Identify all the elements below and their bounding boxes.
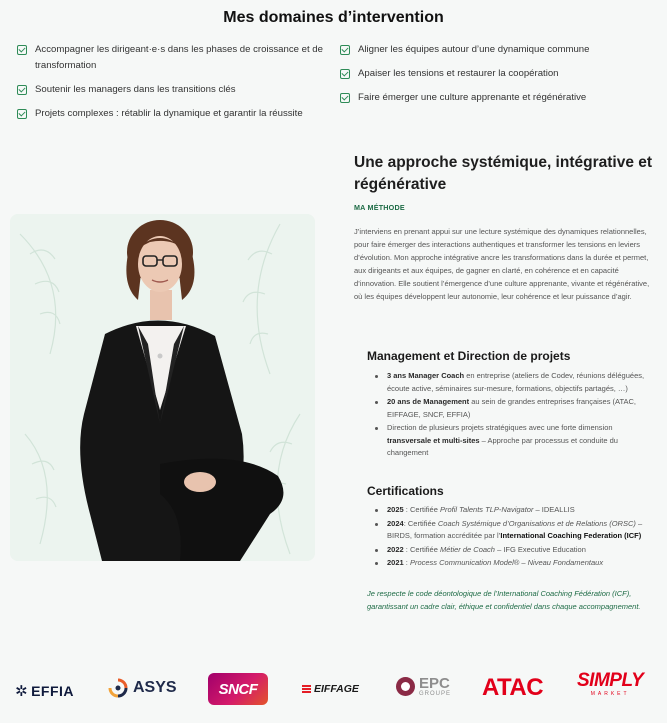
star-icon: ✲ bbox=[15, 683, 29, 700]
domain-item bbox=[338, 42, 658, 58]
epc-sub: GROUPE bbox=[419, 691, 452, 697]
check-square-icon bbox=[340, 69, 350, 79]
check-square-icon bbox=[17, 109, 27, 119]
domain-item bbox=[15, 82, 335, 98]
check-square-icon bbox=[17, 85, 27, 95]
cert-year: 2024 bbox=[387, 518, 404, 528]
cert-name: Métier de Coach bbox=[439, 544, 495, 554]
cert-rest: – IFG Executive Education bbox=[494, 544, 586, 554]
cert-sep: : bbox=[403, 558, 410, 567]
list-item bbox=[373, 370, 658, 395]
epc-logo bbox=[396, 676, 451, 697]
certifications-list bbox=[373, 504, 658, 571]
domain-list-left bbox=[15, 42, 335, 130]
ethics-statement: Je respecte le code déontologique de l’International Coaching Fédération (ICF), garantissant un cadre clair, éthique et confidentiel dans chaque accompagnement. bbox=[367, 589, 641, 611]
cert-sep: : Certifiée bbox=[403, 505, 440, 514]
method-label: MA MÉTHODE bbox=[354, 203, 405, 212]
simply-main: SIMPLY bbox=[577, 670, 644, 691]
portrait-photo bbox=[10, 214, 315, 561]
asys-logo bbox=[108, 678, 177, 698]
client-logos bbox=[0, 668, 667, 714]
check-square-icon bbox=[340, 45, 350, 55]
item-text: au sein de grandes entreprises françaises (ATAC, EIFFAGE, SNCF, EFFIA) bbox=[387, 397, 637, 419]
eiffage-logo-text: EIFFAGE bbox=[314, 683, 359, 695]
sncf-logo bbox=[208, 673, 268, 705]
item-text: Direction de plusieurs projets stratégiques avec une forte dimension bbox=[387, 423, 613, 432]
list-item bbox=[373, 557, 658, 570]
item-text: en entreprise (ateliers de Codev, réunions déléguées, écoute active, séminaires sur-mesure, formations, objectifs partagés, …) bbox=[387, 371, 645, 393]
sncf-logo-text: SNCF bbox=[218, 680, 258, 698]
simply-logo bbox=[577, 671, 643, 697]
list-item bbox=[373, 544, 658, 557]
item-highlight: 20 ans de Management bbox=[387, 397, 470, 406]
epc-logo-text bbox=[419, 676, 451, 697]
item-highlight: transversale et multi-sites bbox=[387, 435, 480, 445]
approach-intro: J’interviens en prenant appui sur une lecture systémique des dynamiques relationnelles, pour faire émerger des interactions authentiques et transformer les tensions en leviers d’évolution. Mon approche intégrative ancre les transformations dans la durée et permet, aux dirigeants et aux équipes, de gagner en clarté, en cohérence et en capacité d’innovation. Elle soutient l’émergence d’une culture apprenante, vivante et régénérative, où les équipes développent leur autonomie, leur cohérence et leur puissance d’agir. bbox=[354, 227, 650, 301]
epc-mark-icon bbox=[396, 677, 415, 696]
effia-logo bbox=[15, 682, 74, 700]
list-item bbox=[373, 422, 658, 460]
domain-item-label: Faire émerger une culture apprenante et régénérative bbox=[358, 92, 587, 103]
portrait-illustration bbox=[10, 214, 315, 561]
domain-item-label: Projets complexes : rétablir la dynamique et garantir la réussite bbox=[35, 108, 303, 119]
cert-rest: – BIRDS, formation accréditée par l’ bbox=[387, 518, 643, 540]
simply-sub: MARKET bbox=[590, 691, 630, 697]
management-list bbox=[373, 370, 658, 461]
atac-logo bbox=[482, 674, 543, 702]
domain-item bbox=[15, 106, 335, 122]
eiffage-mark-icon bbox=[302, 685, 311, 694]
list-item bbox=[373, 396, 658, 421]
check-square-icon bbox=[17, 45, 27, 55]
cert-name: Profil Talents TLP-Navigator bbox=[439, 505, 534, 514]
check-square-icon bbox=[340, 93, 350, 103]
domain-item-label: Soutenir les managers dans les transitions clés bbox=[35, 84, 236, 95]
domain-item-label: Apaiser les tensions et restaurer la coopération bbox=[358, 68, 559, 79]
item-highlight: 3 ans Manager Coach bbox=[387, 371, 465, 380]
domain-item-label: Accompagner les dirigeant·e·s dans les phases de croissance et de transformation bbox=[35, 44, 323, 71]
cert-sep: : Certifiée bbox=[403, 544, 440, 554]
item-text: – Approche par processus et conduite du changement bbox=[387, 435, 618, 457]
certifications-title: Certifications bbox=[367, 484, 444, 498]
epc-main: EPC bbox=[419, 675, 450, 692]
domain-item bbox=[338, 66, 658, 82]
domain-list-right bbox=[338, 42, 658, 114]
management-title: Management et Direction de projets bbox=[367, 349, 571, 363]
approach-title: Une approche systémique, intégrative et régénérative bbox=[354, 154, 653, 193]
cert-year: 2025 bbox=[387, 505, 404, 514]
cert-year: 2022 bbox=[387, 544, 404, 554]
asys-mark-icon bbox=[108, 678, 128, 698]
effia-logo-text: EFFIA bbox=[31, 683, 75, 699]
list-item bbox=[373, 504, 658, 517]
list-item bbox=[373, 518, 658, 543]
cert-year: 2021 bbox=[387, 558, 404, 567]
domain-item bbox=[338, 90, 658, 106]
cert-name: Process Communication Model® – Niveau Fondamentaux bbox=[409, 558, 604, 567]
asys-logo-text: ASYS bbox=[133, 679, 177, 696]
domain-item bbox=[15, 42, 335, 74]
cert-strong: International Coaching Federation (ICF) bbox=[500, 531, 642, 540]
domain-item-label: Aligner les équipes autour d’une dynamique commune bbox=[358, 44, 590, 55]
eiffage-logo bbox=[302, 683, 359, 695]
domains-title: Mes domaines d’intervention bbox=[223, 9, 444, 26]
atac-logo-text: ATAC bbox=[482, 674, 544, 701]
cert-sep: : Certifiée bbox=[403, 518, 438, 528]
cert-rest: – IDEALLIS bbox=[533, 505, 575, 514]
cert-name: Coach Systémique d’Organisations et de Relations (ORSC) bbox=[437, 518, 636, 528]
